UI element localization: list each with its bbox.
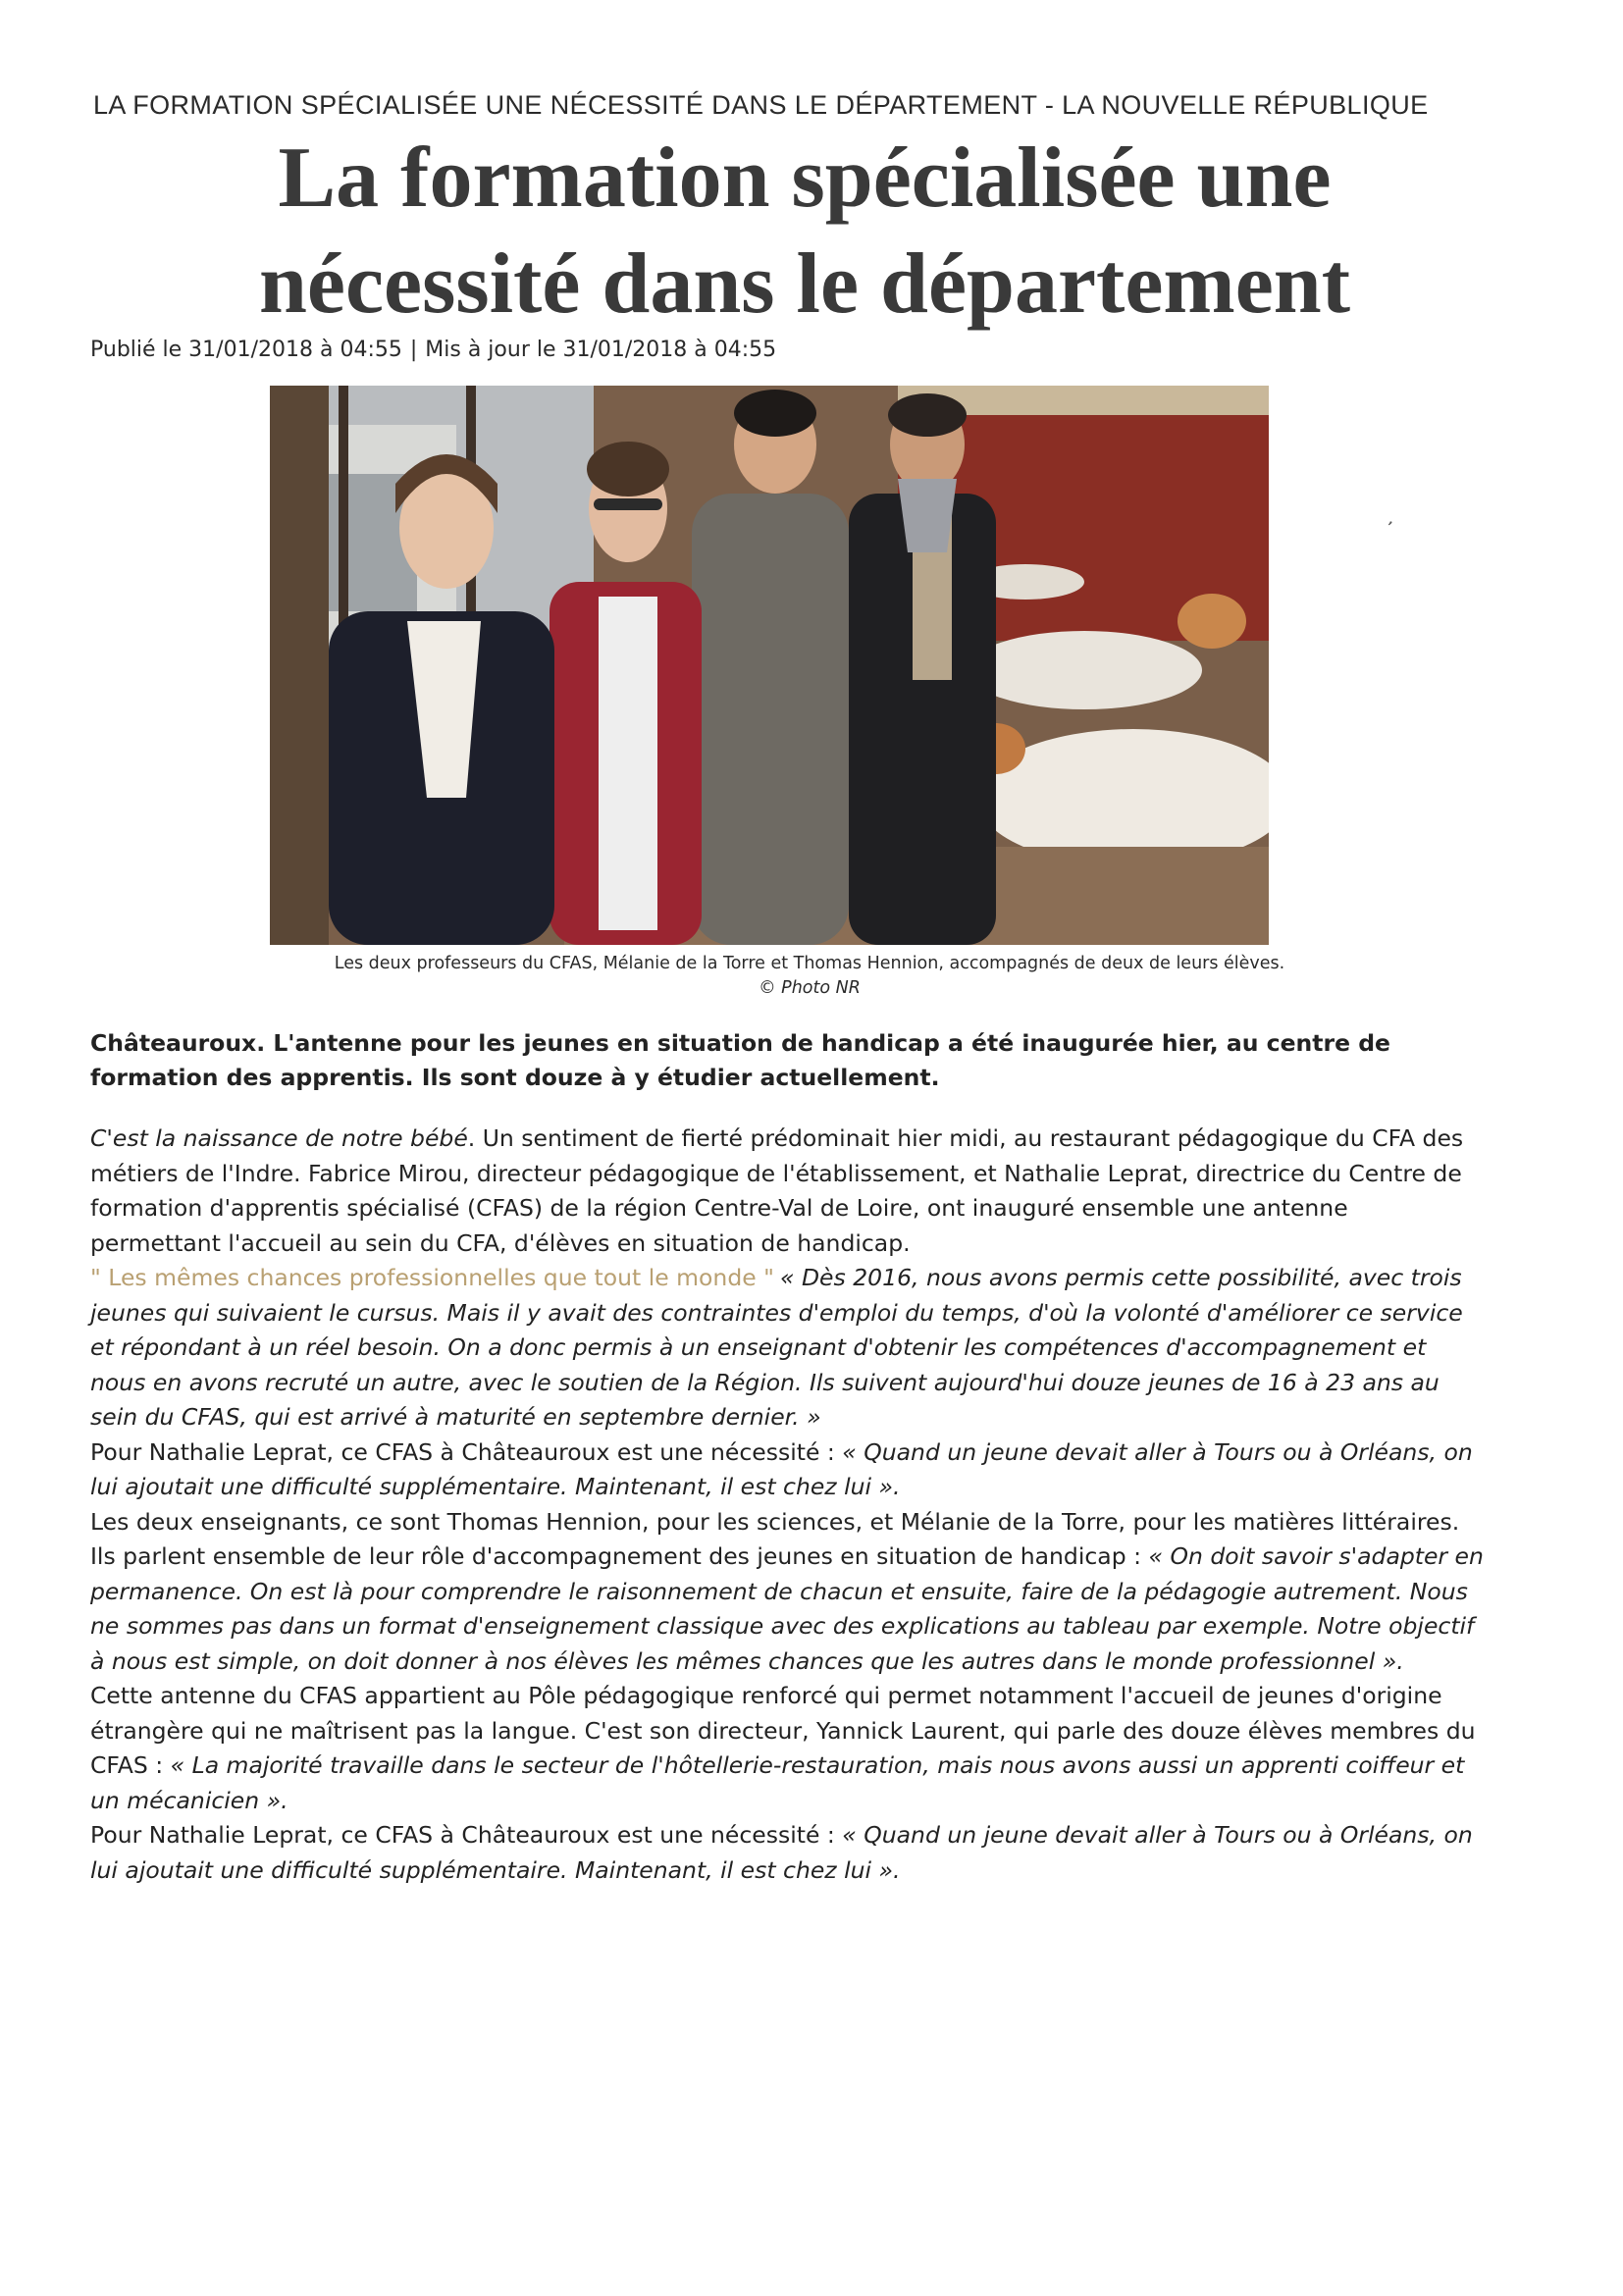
headline-line-1: La formation spécialisée une	[278, 130, 1332, 226]
paragraph-4-quote: « On doit savoir s'adapter en permanence. On est là pour comprendre le raisonnement de chacun et ensuite, faire de la pédagogie autrement. Nous ne sommes pas dans un format d'enseignement classique avec des explications au tableau par exemple. Notre objectif à nous est simple, on doit donner à nos élèves les mêmes chances que les autres dans le monde professionnel ».	[90, 1542, 1484, 1675]
paragraph-2	[90, 1261, 1484, 1435]
photo-illustration	[270, 386, 1269, 945]
paragraph-1-text: . Un sentiment de fierté prédominait hier midi, au restaurant pédagogique du CFA des métiers de l'Indre. Fabrice Mirou, directeur pédagogique de l'établissement, et Nathalie Leprat, directrice du Centre de formation d'apprentis spécialisé (CFAS) de la région Centre-Val de Loire, ont inauguré ensemble une antenne permettant l'accueil au sein du CFA, d'élèves en situation de handicap.	[90, 1124, 1464, 1257]
updated-date: Mis à jour le 31/01/2018 à 04:55	[425, 338, 777, 362]
paragraph-4	[90, 1505, 1484, 1680]
publication-dates	[90, 338, 776, 362]
site-header: LA FORMATION SPÉCIALISÉE UNE NÉCESSITÉ DANS LE DÉPARTEMENT - LA NOUVELLE RÉPUBLIQUE	[93, 90, 1429, 120]
photo-credit: © Photo NR	[759, 978, 861, 998]
paragraph-3	[90, 1435, 1484, 1505]
paragraph-3-quote: « Quand un jeune devait aller à Tours ou à Orléans, on lui ajoutait une difficulté supplémentaire. Maintenant, il est chez lui ».	[90, 1437, 1473, 1500]
photo-caption	[196, 952, 1423, 1001]
headline-line-2: nécessité dans le département	[258, 236, 1351, 332]
photo-caption-text: Les deux professeurs du CFAS, Mélanie de la Torre et Thomas Hennion, accompagnés de deux de leurs élèves.	[334, 954, 1285, 973]
paragraph-2-quote: « Dès 2016, nous avons permis cette possibilité, avec trois jeunes qui suivaient le cursus. Mais il y avait des contraintes d'emploi du temps, d'où la volonté d'améliorer ce service et répondant à un réel besoin. On a donc permis à un enseignant d'obtenir les compétences d'accompagnement et nous en avons recruté un autre, avec le soutien de la Région. Ils suivent aujourd'hui douze jeunes de 16 à 23 ans au sein du CFAS, qui est arrivé à maturité en septembre dernier. »	[90, 1264, 1463, 1431]
article-lede: Châteauroux. L'antenne pour les jeunes en situation de handicap a été inaugurée hier, au centre de formation des apprentis. Ils sont douze à y étudier actuellement.	[90, 1029, 1390, 1091]
paragraph-6	[90, 1818, 1484, 1888]
date-separator: |	[409, 338, 418, 362]
paragraph-1-intro: C'est la naissance de notre bébé	[90, 1124, 468, 1152]
subhead-quote: " Les mêmes chances professionnelles que tout le monde "	[90, 1264, 774, 1291]
paragraph-1	[90, 1122, 1484, 1261]
paragraph-5-quote: « La majorité travaille dans le secteur de l'hôtellerie-restauration, mais nous avons aussi un apprenti coiffeur et un mécanicien ».	[90, 1751, 1465, 1814]
paragraph-6-text: Pour Nathalie Leprat, ce CFAS à Châteauroux est une nécessité :	[90, 1821, 843, 1849]
headline	[59, 126, 1550, 338]
paragraph-4-text: Les deux enseignants, ce sont Thomas Hennion, pour les sciences, et Mélanie de la Torre, pour les matières littéraires. Ils parlent ensemble de leur rôle d'accompagnement des jeunes en situation de handicap :	[90, 1507, 1460, 1570]
published-date: Publié le 31/01/2018 à 04:55	[90, 338, 402, 362]
paragraph-5-text: Cette antenne du CFAS appartient au Pôle pédagogique renforcé qui permet notamment l'accueil de jeunes d'origine étrangère qui ne maîtrisent pas la langue. C'est son directeur, Yannick Laurent, qui parle des douze élèves membres du CFAS :	[90, 1682, 1476, 1779]
paragraph-6-quote: « Quand un jeune devait aller à Tours ou à Orléans, on lui ajoutait une difficulté supplémentaire. Maintenant, il est chez lui ».	[90, 1821, 1473, 1884]
paragraph-3-text: Pour Nathalie Leprat, ce CFAS à Châteauroux est une nécessité :	[90, 1437, 843, 1466]
article-photo	[270, 386, 1269, 945]
scan-mark: ʼ	[1382, 517, 1395, 540]
paragraph-5	[90, 1679, 1484, 1818]
article-body	[90, 1122, 1484, 1888]
